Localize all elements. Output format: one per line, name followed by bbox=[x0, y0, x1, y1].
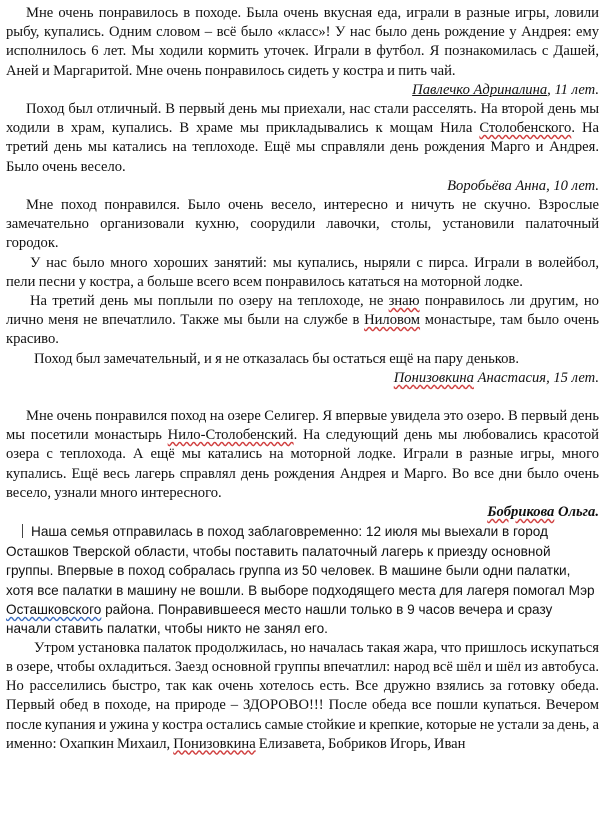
story-text: . На третий день мы катались на теплоходе. Ещё мы справляли день рождения Марго и Андрея. Было очень весело. bbox=[6, 120, 600, 175]
story-paragraph bbox=[6, 639, 599, 754]
story-text: На третий день мы поплыли по озеру на теплоходе, не bbox=[30, 293, 389, 310]
author-signature bbox=[6, 369, 599, 388]
spellcheck-word: Столобенского bbox=[479, 120, 572, 137]
story-paragraph bbox=[6, 522, 599, 638]
author-name-rest: Анастасия, 15 лет. bbox=[473, 369, 599, 386]
story-text: Елизавета, Бобриков Игорь, Иван bbox=[255, 735, 466, 752]
author-name: Павлечко Адриналина bbox=[412, 81, 548, 98]
author-name-rest: Ольга. bbox=[554, 504, 599, 521]
story-text: района. Понравившееся место нашли только в 9 часов вечера и сразу начали ставить палатки, чтобы никто не занял его. bbox=[6, 601, 553, 637]
story-text: У нас было много хороших занятий: мы купались, ныряли с пирса. Играли в волейбол, пели песни у костра, а больше всего всем понравилось кататься на моторной лодке. bbox=[6, 254, 599, 290]
story-paragraph bbox=[6, 4, 599, 81]
author-signature bbox=[6, 503, 599, 522]
spellcheck-word: знаю bbox=[388, 293, 420, 310]
story-text: Мне очень понравилось в походе. Была очень вкусная еда, играли в разные игры, ловили рыбу, купались. Одним словом – всё было «класс»! У нас было день рождение у Андрея: ему исполнилось 6 лет. Мы ходили кормить уточек. Играли в футбол. Я познакомилась с Дашей, Аней и Маргаритой. Мне очень понравилось сидеть у костра и пить чай. bbox=[6, 5, 599, 79]
story-text: понравилось ли другим, но лично меня не впечатлило. Также мы были на службе в bbox=[6, 293, 599, 329]
story-paragraph bbox=[6, 196, 599, 254]
blank-line bbox=[6, 388, 599, 407]
author-name: Воробьёва Анна, 10 лет. bbox=[447, 177, 599, 194]
story-text: Мне поход понравился. Было очень весело, интересно и ничуть не скучно. Взрослые замечательно организовали кухню, соорудили лавочки, столы, установили палаточный городок. bbox=[6, 197, 599, 252]
story-paragraph bbox=[6, 350, 599, 369]
spellcheck-word: Ниловом bbox=[364, 312, 421, 329]
story-paragraph bbox=[6, 292, 599, 350]
story-paragraph bbox=[6, 100, 599, 177]
story-text: монастыре, там было очень красиво. bbox=[6, 312, 599, 348]
text-cursor-icon bbox=[22, 524, 29, 538]
story-text: Мне очень понравился поход на озере Селигер. Я впервые увидела это озеро. В первый день мы посетили монастырь bbox=[6, 408, 599, 444]
spellcheck-word: Нило-Столобенский bbox=[167, 427, 294, 444]
story-text: . На следующий день мы любовались красотой озера с теплохода. А ещё мы катались на моторной лодке. Играли в разные игры, много купались. Ещё весь лагерь справлял день рождения Андрея и Марго. Во все дни было очень весело, узнали много интересного. bbox=[6, 427, 599, 501]
story-text: Утром установка палаток продолжилась, но началась такая жара, что пришлось искупаться в озере, чтобы охладиться. Заезд основной группы впечатлил: народ всё шёл и шёл из автобуса. Но расселились быстро, так как очень хотелось есть. Все дружно взялись за готовку обеда. Первый обед в походе, на природе – ЗДОРОВО!!! После обеда все пошли купаться. Вечером после купания и ужина у костра остались самые стойкие и крепкие, которые не устали за день, а именно: Охапкин Михаил, bbox=[6, 639, 599, 752]
story-text: Поход был отличный. В первый день мы приехали, нас стали расселять. На второй день мы ходили в храм, купались. В храме мы прикладывались к мощам Нила bbox=[6, 101, 599, 137]
spellcheck-word: Осташковского bbox=[6, 601, 102, 617]
author-signature bbox=[6, 177, 599, 196]
story-text: Наша семья отправилась в поход заблаговременно: 12 июля мы выехали в город Осташков Тверской области, чтобы поставить палаточный лагерь к приезду основной группы. Впервые в поход собралась группа из 50 человек. В машине были одни палатки, хотя все палатки в машину не вошли. В выборе подходящего места для лагеря помогал Мэр bbox=[6, 524, 595, 598]
author-name: Понизовкина bbox=[393, 369, 474, 386]
author-age: , 11 лет. bbox=[547, 81, 599, 98]
story-paragraph bbox=[6, 254, 599, 292]
author-name: Бобрикова bbox=[487, 504, 555, 521]
story-paragraph bbox=[6, 407, 599, 503]
story-text: Поход был замечательный, и я не отказалась бы остаться ещё на пару деньков. bbox=[34, 350, 519, 367]
author-signature bbox=[6, 81, 599, 100]
spellcheck-word: Понизовкина bbox=[173, 735, 256, 752]
